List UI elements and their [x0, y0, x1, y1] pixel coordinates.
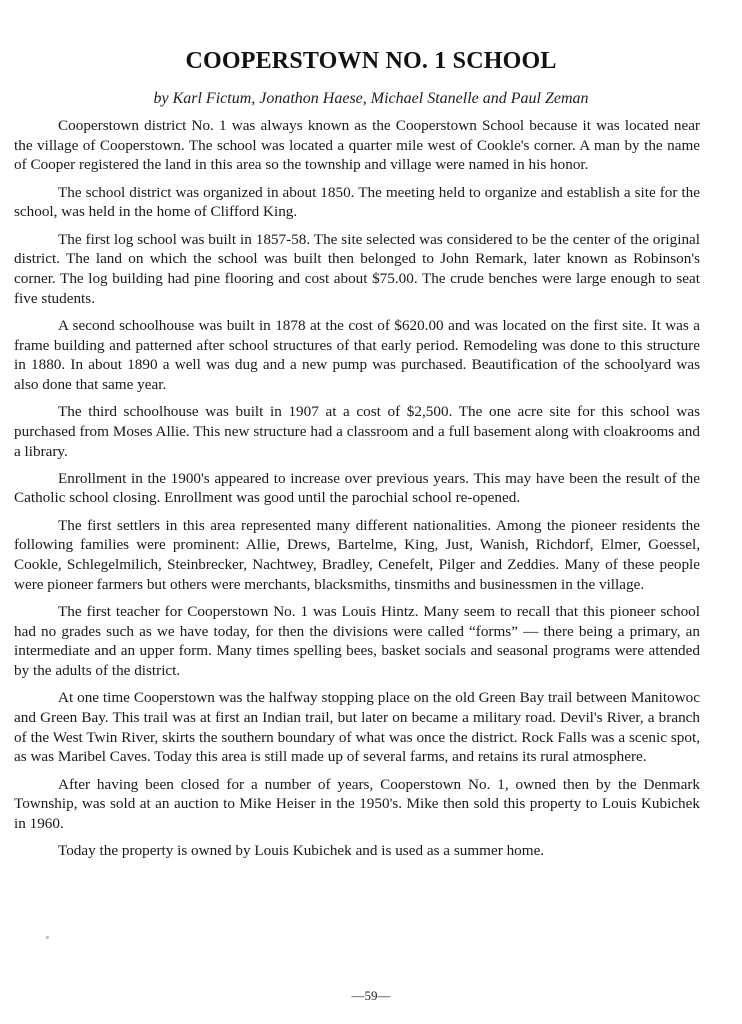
paragraph-4: A second schoolhouse was built in 1878 at the cost of $620.00 and was located on the first site. It was a frame building and patterned after school structures of that early period. Remodeling was done to this structure in 1880. In about 1890 a well was dug and a new pump was purchased. Beautification of the schoolyard was also done that same year.: [14, 316, 700, 393]
article-title: COOPERSTOWN NO. 1 SCHOOL: [185, 48, 557, 74]
scan-speck: [46, 936, 49, 939]
paragraph-7: The first settlers in this area represented many different nationalities. Among the pioneer residents the following families were prominent: Allie, Drews, Bartelme, King, Just, Wanish, Richdorf, Elmer, Goessel, Cookle, Schlegelmilich, Steinbrecker, Nachtwey, Bradley, Cenefelt, Pilger and Zeddies. Many of these people were pioneer farmers but others were merchants, blacksmiths, tinsmiths and businessmen in the village.: [14, 516, 700, 593]
paragraph-11: Today the property is owned by Louis Kubichek and is used as a summer home.: [58, 842, 545, 860]
paragraph-5: The third schoolhouse was built in 1907 at a cost of $2,500. The one acre site for this school was purchased from Moses Allie. This new structure had a classroom and a full basement along with cloakrooms and a library.: [14, 403, 700, 460]
paragraph-10: After having been closed for a number of years, Cooperstown No. 1, owned then by the Denmark Township, was sold at an auction to Mike Heiser in the 1950's. Mike then sold this property to Louis Kubichek in 1960.: [14, 775, 700, 832]
paragraph-3: The first log school was built in 1857-58. The site selected was considered to be the center of the original district. The land on which the school was built then belonged to John Remark, later known as Robinson's corner. The log building had pine flooring and cost about $75.00. The crude benches were large enough to seat five students.: [14, 230, 700, 307]
paragraph-6: Enrollment in the 1900's appeared to increase over previous years. This may have been the result of the Catholic school closing. Enrollment was good until the parochial school re-opened.: [14, 469, 700, 507]
article-body: [14, 116, 700, 868]
paragraph-2: The school district was organized in about 1850. The meeting held to organize and establish a site for the school, was held in the home of Clifford King.: [14, 183, 700, 221]
paragraph-1: Cooperstown district No. 1 was always known as the Cooperstown School because it was located near the village of Cooperstown. The school was located a quarter mile west of Cookle's corner. A man by the name of Cooper registered the land in this area so the township and village were named in his honor.: [14, 117, 700, 174]
page-number: —59—: [351, 988, 391, 1003]
paragraph-9: At one time Cooperstown was the halfway stopping place on the old Green Bay trail between Manitowoc and Green Bay. This trail was at first an Indian trail, but later on became a military road. Devil's River, a branch of the West Twin River, skirts the southern boundary of what was once the district. Rock Falls was a scenic spot, as was Maribel Caves. Today this area is still made up of several farms, and retains its rural atmosphere.: [14, 689, 700, 766]
author-byline: by Karl Fictum, Jonathon Haese, Michael Stanelle and Paul Zeman: [153, 90, 589, 107]
paragraph-8: The first teacher for Cooperstown No. 1 was Louis Hintz. Many seem to recall that this pioneer school had no grades such as we have today, for then the divisions were called “forms” — there being a primary, an intermediate and an upper form. Many times spelling bees, basket socials and seasonal programs were attended by the adults of the district.: [14, 602, 700, 680]
